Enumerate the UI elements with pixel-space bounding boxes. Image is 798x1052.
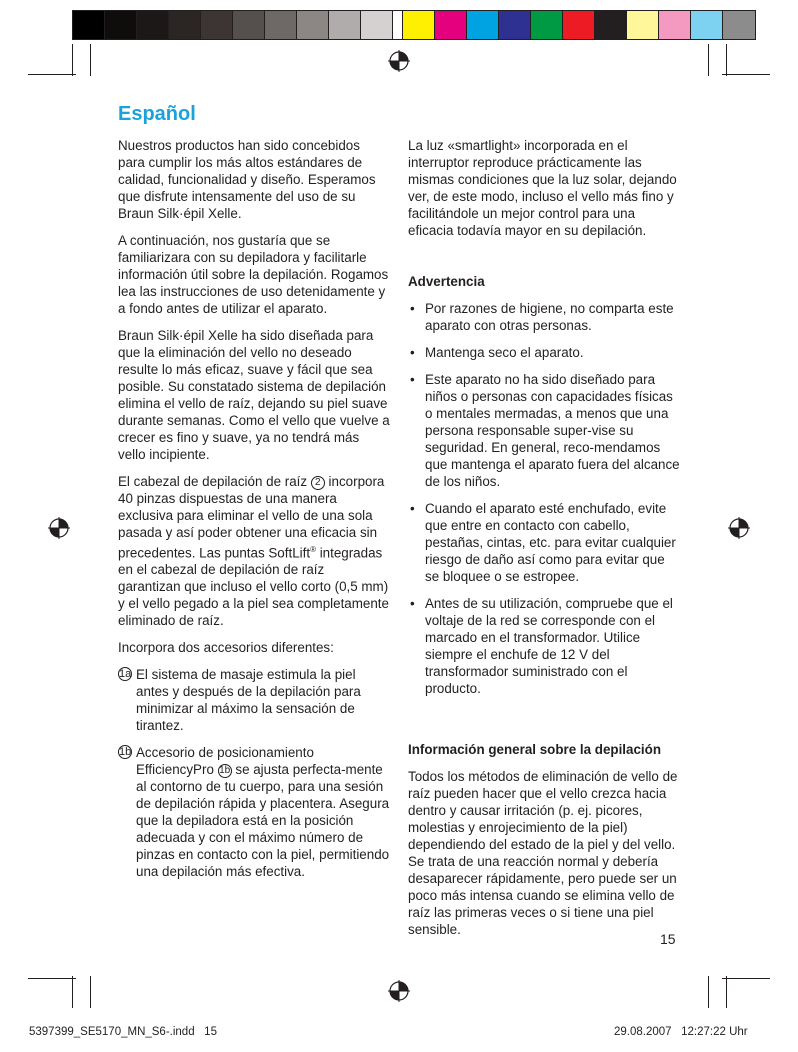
- color-swatch: [201, 11, 233, 39]
- info-heading: Información general sobre la depilación: [408, 742, 661, 757]
- color-swatch: [329, 11, 361, 39]
- color-swatch: [73, 11, 105, 39]
- accessory-item: 1b Accesorio de posicionamiento EfficiencyPro 1b se ajusta perfecta-mente al contorno de tu cuerpo, para una sesión de depilación rápida y placentera. Asegura que la depiladora está en la posición adecuada y con el máximo número de pinzas en contacto con la piel, permitiendo una depilación más efectiva.: [119, 745, 390, 880]
- color-bar-process: [402, 10, 756, 40]
- warning-list: [408, 300, 680, 697]
- color-swatch: [467, 11, 499, 39]
- color-swatch: [361, 11, 393, 39]
- crop-mark: [72, 976, 73, 1008]
- right-column: [408, 137, 680, 938]
- crop-mark: [726, 976, 727, 1008]
- color-swatch: [169, 11, 201, 39]
- part-ref-badge: 1b: [119, 746, 132, 759]
- registration-mark-icon: [728, 517, 750, 539]
- color-swatch: [531, 11, 563, 39]
- color-swatch: [499, 11, 531, 39]
- color-bar-grayscale: [72, 10, 426, 40]
- crop-mark: [708, 44, 709, 76]
- color-swatch: [659, 11, 691, 39]
- crop-mark: [726, 44, 727, 76]
- crop-mark: [28, 978, 76, 979]
- color-swatch: [105, 11, 137, 39]
- crop-mark: [72, 44, 73, 76]
- intro-paragraph: Nuestros productos han sido concebidos para cumplir los más altos estándares de calidad, funcionalidad y diseño. Esperamos que disfrute intensamente del uso de su Braun Silk·épil Xelle.: [118, 138, 376, 221]
- crop-mark: [90, 976, 91, 1008]
- crop-mark: [28, 74, 76, 75]
- color-swatch: [297, 11, 329, 39]
- color-swatch: [627, 11, 659, 39]
- epilation-head-paragraph: El cabezal de depilación de raíz 2 incorpora 40 pinzas dispuestas de una manera exclusiva para eliminar el vello de una sola pasada y así poder obtener una eficacia sin precedentes. Las puntas SoftLift® integradas en el cabezal de depilación de raíz garantizan que incluso el vello corto (0,5 mm) y el vello pegado a la piel sea completamente eliminado de raíz.: [118, 474, 389, 629]
- info-paragraph: Todos los métodos de eliminación de vello de raíz pueden hacer que el vello crezca hacia dentro y causar irritación (p. ej. picores, molestias y enrojecimiento de la piel) dependiendo del estado de la piel y del vello.: [408, 769, 678, 852]
- part-ref-badge: 1b: [219, 765, 231, 777]
- smartlight-paragraph: La luz «smartlight» incorporada en el interruptor reproduce prácticamente las mismas condiciones que la luz solar, dejando ver, de este modo, incluso el vello más fino y facilitándole un mejor control para una eficacia todavía mayor en su depilación.: [408, 138, 677, 238]
- footer-timestamp: 29.08.2007 12:27:22 Uhr: [614, 1026, 748, 1038]
- color-swatch: [265, 11, 297, 39]
- list-item: • Antes de su utilización, compruebe que el voltaje de la red se corresponde con el marcado en el transformador. Utilice siempre el enchufe de 12 V del transformador suministrado con el producto.: [408, 595, 680, 697]
- product-paragraph: Braun Silk·épil Xelle ha sido diseñada para que la eliminación del vello no deseado resulte lo más eficaz, suave y fácil que sea posible. Su constatado sistema de depilación elimina el vello de raíz, dejando su piel suave durante semanas. Como el vello que vuelve a crecer es fino y suave, ya no tendrá más vello incipiente.: [118, 328, 390, 462]
- page-number: 15: [660, 931, 676, 947]
- accessory-item: 1a El sistema de masaje estimula la piel antes y después de la depilación para minimizar al máximo la sensación de tirantez.: [119, 667, 361, 734]
- page-title: Español: [118, 103, 196, 125]
- color-swatch: [233, 11, 265, 39]
- list-item: • Cuando el aparato esté enchufado, evite que entre en contacto con cabello, pestañas, cintas, etc. para evitar cualquier riesgo de daño así como para evitar que se bloquee o se estropee.: [408, 500, 680, 585]
- color-swatch: [137, 11, 169, 39]
- color-swatch: [435, 11, 467, 39]
- registration-mark-icon: [388, 980, 410, 1002]
- part-ref-badge: 2: [311, 476, 325, 490]
- instructions-paragraph: A continuación, nos gustaría que se familiarizara con su depiladora y facilitarle información útil sobre la depilación. Rogamos lea las instrucciones de uso detenidamente y a fondo antes de utilizar el aparato.: [118, 233, 389, 316]
- accessories-intro: Incorpora dos accesorios diferentes:: [118, 640, 334, 656]
- list-item: • Este aparato no ha sido diseñado para niños o personas con capacidades físicas o mentales mermadas, a menos que una persona responsable super-vise su seguridad. En general, reco-mendamos que mantenga el aparato fuera del alcance de los niños.: [408, 371, 680, 490]
- registration-mark-icon: [48, 517, 70, 539]
- list-item: • Mantenga seco el aparato.: [408, 344, 680, 361]
- color-swatch: [595, 11, 627, 39]
- color-swatch: [723, 11, 755, 39]
- warning-heading: Advertencia: [408, 274, 485, 289]
- list-item: • Por razones de higiene, no comparta este aparato con otras personas.: [408, 300, 680, 334]
- info-paragraph: Se trata de una reacción normal y debería desaparecer rápidamente, pero puede ser un poco más intensa cuando se elimina vello de raíz las primeras veces o si tiene una piel sensible.: [408, 854, 677, 937]
- crop-mark: [90, 44, 91, 76]
- crop-mark: [722, 978, 770, 979]
- footer-filename: 5397399_SE5170_MN_S6-.indd 15: [29, 1026, 217, 1038]
- part-ref-badge: 1a: [119, 668, 132, 681]
- color-swatch: [691, 11, 723, 39]
- color-swatch: [403, 11, 435, 39]
- crop-mark: [708, 976, 709, 1008]
- crop-mark: [722, 74, 770, 75]
- color-swatch: [563, 11, 595, 39]
- registration-mark-icon: [388, 50, 410, 72]
- left-column: [118, 137, 390, 890]
